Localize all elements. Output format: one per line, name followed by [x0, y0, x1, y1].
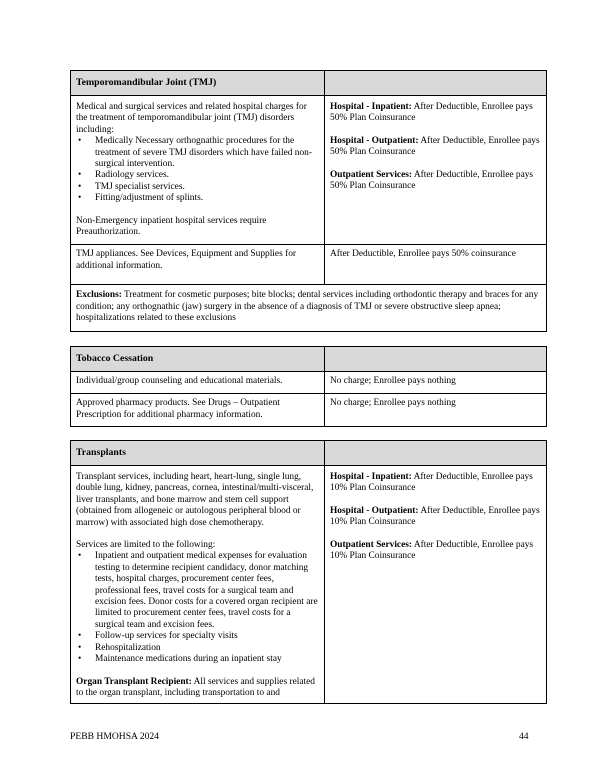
label: Outpatient Services: — [330, 169, 413, 180]
tmj-header-row — [71, 71, 546, 95]
tobacco-counseling-cost: No charge; Enrollee pays nothing — [330, 376, 456, 386]
list-item: • Radiology services. — [76, 170, 320, 181]
label: Hospital - Outpatient: — [330, 135, 419, 146]
tmj-inpatient-cost — [330, 102, 542, 125]
tobacco-header-row — [71, 347, 546, 371]
tobacco-table — [70, 346, 547, 427]
footer-document-name: PEBB HMOHSA 2024 — [70, 731, 160, 742]
value: Treatment for cosmetic purposes; bite blocks; dental services including orthodontic therapy and braces for any condition; any orthognathic (jaw) surgery in the absence of a diagnosis of TMJ or severe obstructive sleep apnea; hospitalizations related to these exclusions — [76, 290, 539, 324]
value: After Deductible, Enrollee pays 10% Plan Coinsurance — [330, 505, 540, 528]
transplants-intro: Transplant services, including heart, heart-lung, single lung, double lung, kidney, pancreas, cornea, intestinal/multi-visceral, liver transplants, and bone marrow and stem cell support (obtained from allogeneic or autologous peripheral blood or marrow) with associated high dose chemotherapy. — [76, 472, 314, 528]
transplants-title: Transplants — [76, 447, 126, 459]
list-item: • Medically Necessary orthognathic procedures for the treatment of severe TMJ disorders which have failed non-surgical intervention. — [76, 136, 320, 170]
tobacco-title: Tobacco Cessation — [76, 353, 154, 365]
tobacco-pharmacy-cost: No charge; Enrollee pays nothing — [330, 398, 456, 409]
tmj-appliances-row — [71, 244, 546, 284]
tmj-outpatient-cost — [330, 136, 542, 159]
tobacco-row — [71, 371, 546, 393]
tmj-exclusions-row — [71, 284, 546, 330]
value: After Deductible, Enrollee pays 50% Plan Coinsurance — [330, 169, 534, 192]
tmj-intro: Medical and surgical services and related hospital charges for the treatment of temporomandibular joint (TMJ) disorders including: — [76, 102, 307, 135]
list-item: • Maintenance medications during an inpatient stay — [76, 654, 320, 665]
list-item: • Follow-up services for specialty visits — [76, 631, 320, 642]
transplants-inpatient-cost — [330, 472, 542, 495]
label: Outpatient Services: — [330, 539, 413, 550]
list-item: • Fitting/adjustment of splints. — [76, 193, 320, 204]
tobacco-pharmacy: Approved pharmacy products. See Drugs – Outpatient Prescription for additional pharmacy information. — [76, 398, 280, 420]
label: Exclusions: — [76, 290, 122, 301]
transplants-recipient — [76, 677, 320, 700]
transplants-outservices-cost — [330, 540, 542, 563]
tmj-table — [70, 70, 547, 332]
transplants-services-row — [71, 465, 546, 704]
value: After Deductible, Enrollee pays 50% Plan Coinsurance — [330, 135, 540, 158]
tobacco-row — [71, 393, 546, 426]
label: Hospital - Inpatient: — [330, 102, 412, 112]
transplants-bullet-list — [76, 551, 320, 665]
transplants-header-row — [71, 441, 546, 465]
tmj-exclusions — [76, 290, 542, 324]
tmj-preauth-note: Non-Emergency inpatient hospital services require Preauthorization. — [76, 215, 267, 238]
tmj-services-row — [71, 95, 546, 244]
tmj-appliances: TMJ appliances. See Devices, Equipment and Supplies for additional information. — [76, 249, 297, 271]
transplants-table — [70, 440, 547, 704]
transplants-limited: Services are limited to the following: — [76, 540, 216, 551]
value: All services and supplies related to the organ transplant, including transportation to and — [76, 676, 315, 698]
list-item: • Inpatient and outpatient medical expenses for evaluation testing to determine recipient candidacy, donor matching tests, hospital charges, procurement center fees, professional fees, travel costs for a surgical team and excision fees. Donor costs for a covered organ recipient are limited to procurement center fees, travel costs for a surgical team and excision fees. — [76, 551, 320, 631]
label: Organ Transplant Recipient: — [76, 676, 192, 687]
value: After Deductible, Enrollee pays 10% Plan Coinsurance — [330, 539, 534, 562]
tmj-outservices-cost — [330, 170, 542, 193]
tmj-appliances-cost: After Deductible, Enrollee pays 50% coinsurance — [330, 249, 516, 260]
value: After Deductible, Enrollee pays 50% Plan Coinsurance — [330, 102, 533, 124]
tmj-bullet-list — [76, 136, 320, 204]
list-item: • TMJ specialist services. — [76, 182, 320, 193]
tmj-title: Temporomandibular Joint (TMJ) — [76, 77, 217, 89]
tobacco-counseling: Individual/group counseling and educational materials. — [76, 376, 283, 386]
transplants-outpatient-cost — [330, 506, 542, 529]
list-item: • Rehospitalization — [76, 643, 320, 654]
label: Hospital - Inpatient: — [330, 472, 412, 482]
label: Hospital - Outpatient: — [330, 505, 419, 516]
page-number: 44 — [519, 731, 529, 742]
value: After Deductible, Enrollee pays 10% Plan Coinsurance — [330, 472, 533, 494]
